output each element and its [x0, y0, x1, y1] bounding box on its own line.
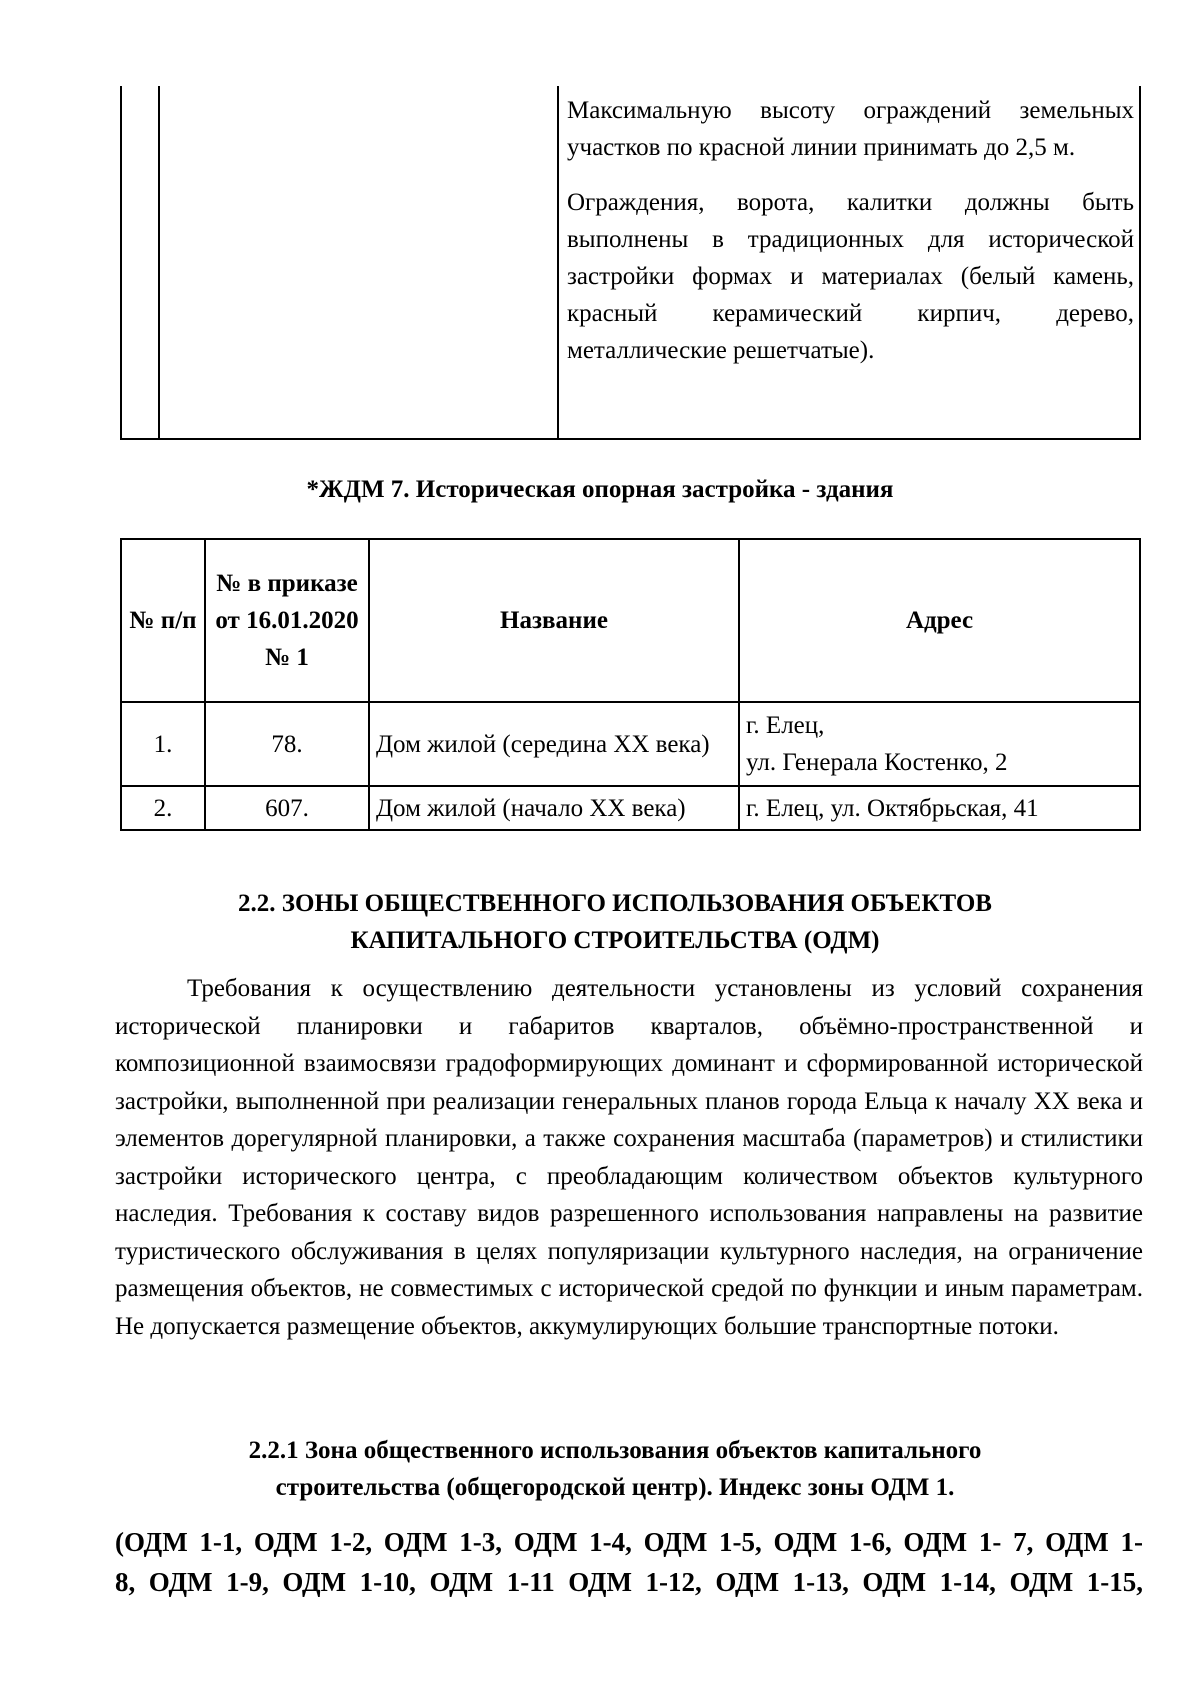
zone-list-line2: 8, ОДМ 1-9, ОДМ 1-10, ОДМ 1-11 ОДМ 1-12, ОДМ 1-13, ОДМ 1-14, ОДМ 1-15,: [115, 1567, 1143, 1597]
row-num: 2.: [121, 786, 205, 830]
table-border-right: [1139, 86, 1141, 438]
header-name: Название: [369, 539, 739, 702]
row-num: 1.: [121, 702, 205, 786]
fence-height-paragraph: Максимальную высоту ограждений земельных участков по красной линии принимать до 2,5 м.: [567, 97, 1134, 161]
row-address-line2: ул. Генерала Костенко, 2: [746, 749, 1008, 776]
row-address-line1: г. Елец,: [746, 712, 825, 739]
zone-index-list: [115, 1522, 1143, 1602]
row-name: Дом жилой (середина XX века): [369, 702, 739, 786]
row-address-line1: г. Елец, ул. Октябрьская, 41: [746, 794, 1039, 822]
table-row: [121, 786, 1140, 830]
table-border-col1: [158, 86, 160, 438]
subsection-heading: [0, 1432, 1200, 1506]
row-address: [739, 702, 1140, 786]
row-order-num: 78.: [205, 702, 369, 786]
section-heading-line1: 2.2. ЗОНЫ ОБЩЕСТВЕННОГО ИСПОЛЬЗОВАНИЯ ОБЪЕКТОВ: [238, 890, 992, 917]
continued-table-fragment: [120, 86, 1141, 440]
header-num: № п/п: [121, 539, 205, 702]
section-paragraph: Требования к осуществлению деятельности установлены из условий сохранения исторической планировки и габаритов кварталов, объёмно-пространственной и композиционной взаимосвязи градоформирующих доминант и сформированной исторической застройки, выполненной при реализации генеральных планов города Ельца к началу XX века и элементов дорегулярной планировки, а также сохранения масштаба (параметров) и стилистики застройки исторического центра, с преобладающим количеством объектов культурного наследия. Требования к составу видов разрешенного использования направлены на развитие туристического обслуживания в целях популяризации культурного наследия, на ограничение размещения объектов, не совместимых с исторической средой по функции и иным параметрам. Не допускается размещение объектов, аккумулирующих большие транспортные потоки.: [115, 975, 1143, 1340]
table-border-left: [120, 86, 122, 438]
table-header-row: [121, 539, 1140, 702]
header-order-num: № в приказе от 16.01.2020 № 1: [205, 539, 369, 702]
table-border-col2: [557, 86, 559, 438]
heritage-buildings-table: [120, 538, 1141, 831]
table-row: [121, 702, 1140, 786]
table-title: *ЖДМ 7. Историческая опорная застройка - здания: [306, 476, 894, 503]
header-address: Адрес: [739, 539, 1140, 702]
section-heading-line2: КАПИТАЛЬНОГО СТРОИТЕЛЬСТВА (ОДМ): [350, 927, 880, 954]
zone-list-line1: (ОДМ 1-1, ОДМ 1-2, ОДМ 1-3, ОДМ 1-4, ОДМ 1-5, ОДМ 1-6, ОДМ 1- 7, ОДМ 1-: [115, 1527, 1143, 1557]
fence-materials-paragraph: Ограждения, ворота, калитки должны быть выполнены в традиционных для исторической застройки формах и материалах (белый камень, красный керамический кирпич, дерево, металлические решетчатые).: [567, 189, 1134, 364]
row-name: Дом жилой (начало XX века): [369, 786, 739, 830]
row-order-num: 607.: [205, 786, 369, 830]
section-heading: [0, 885, 1200, 959]
continued-cell-text: [567, 92, 1134, 369]
subsection-heading-line2: строительства (общегородской центр). Индекс зоны ОДМ 1.: [275, 1474, 955, 1501]
subsection-heading-line1: 2.2.1 Зона общественного использования объектов капитального: [248, 1437, 982, 1464]
row-address: [739, 786, 1140, 830]
